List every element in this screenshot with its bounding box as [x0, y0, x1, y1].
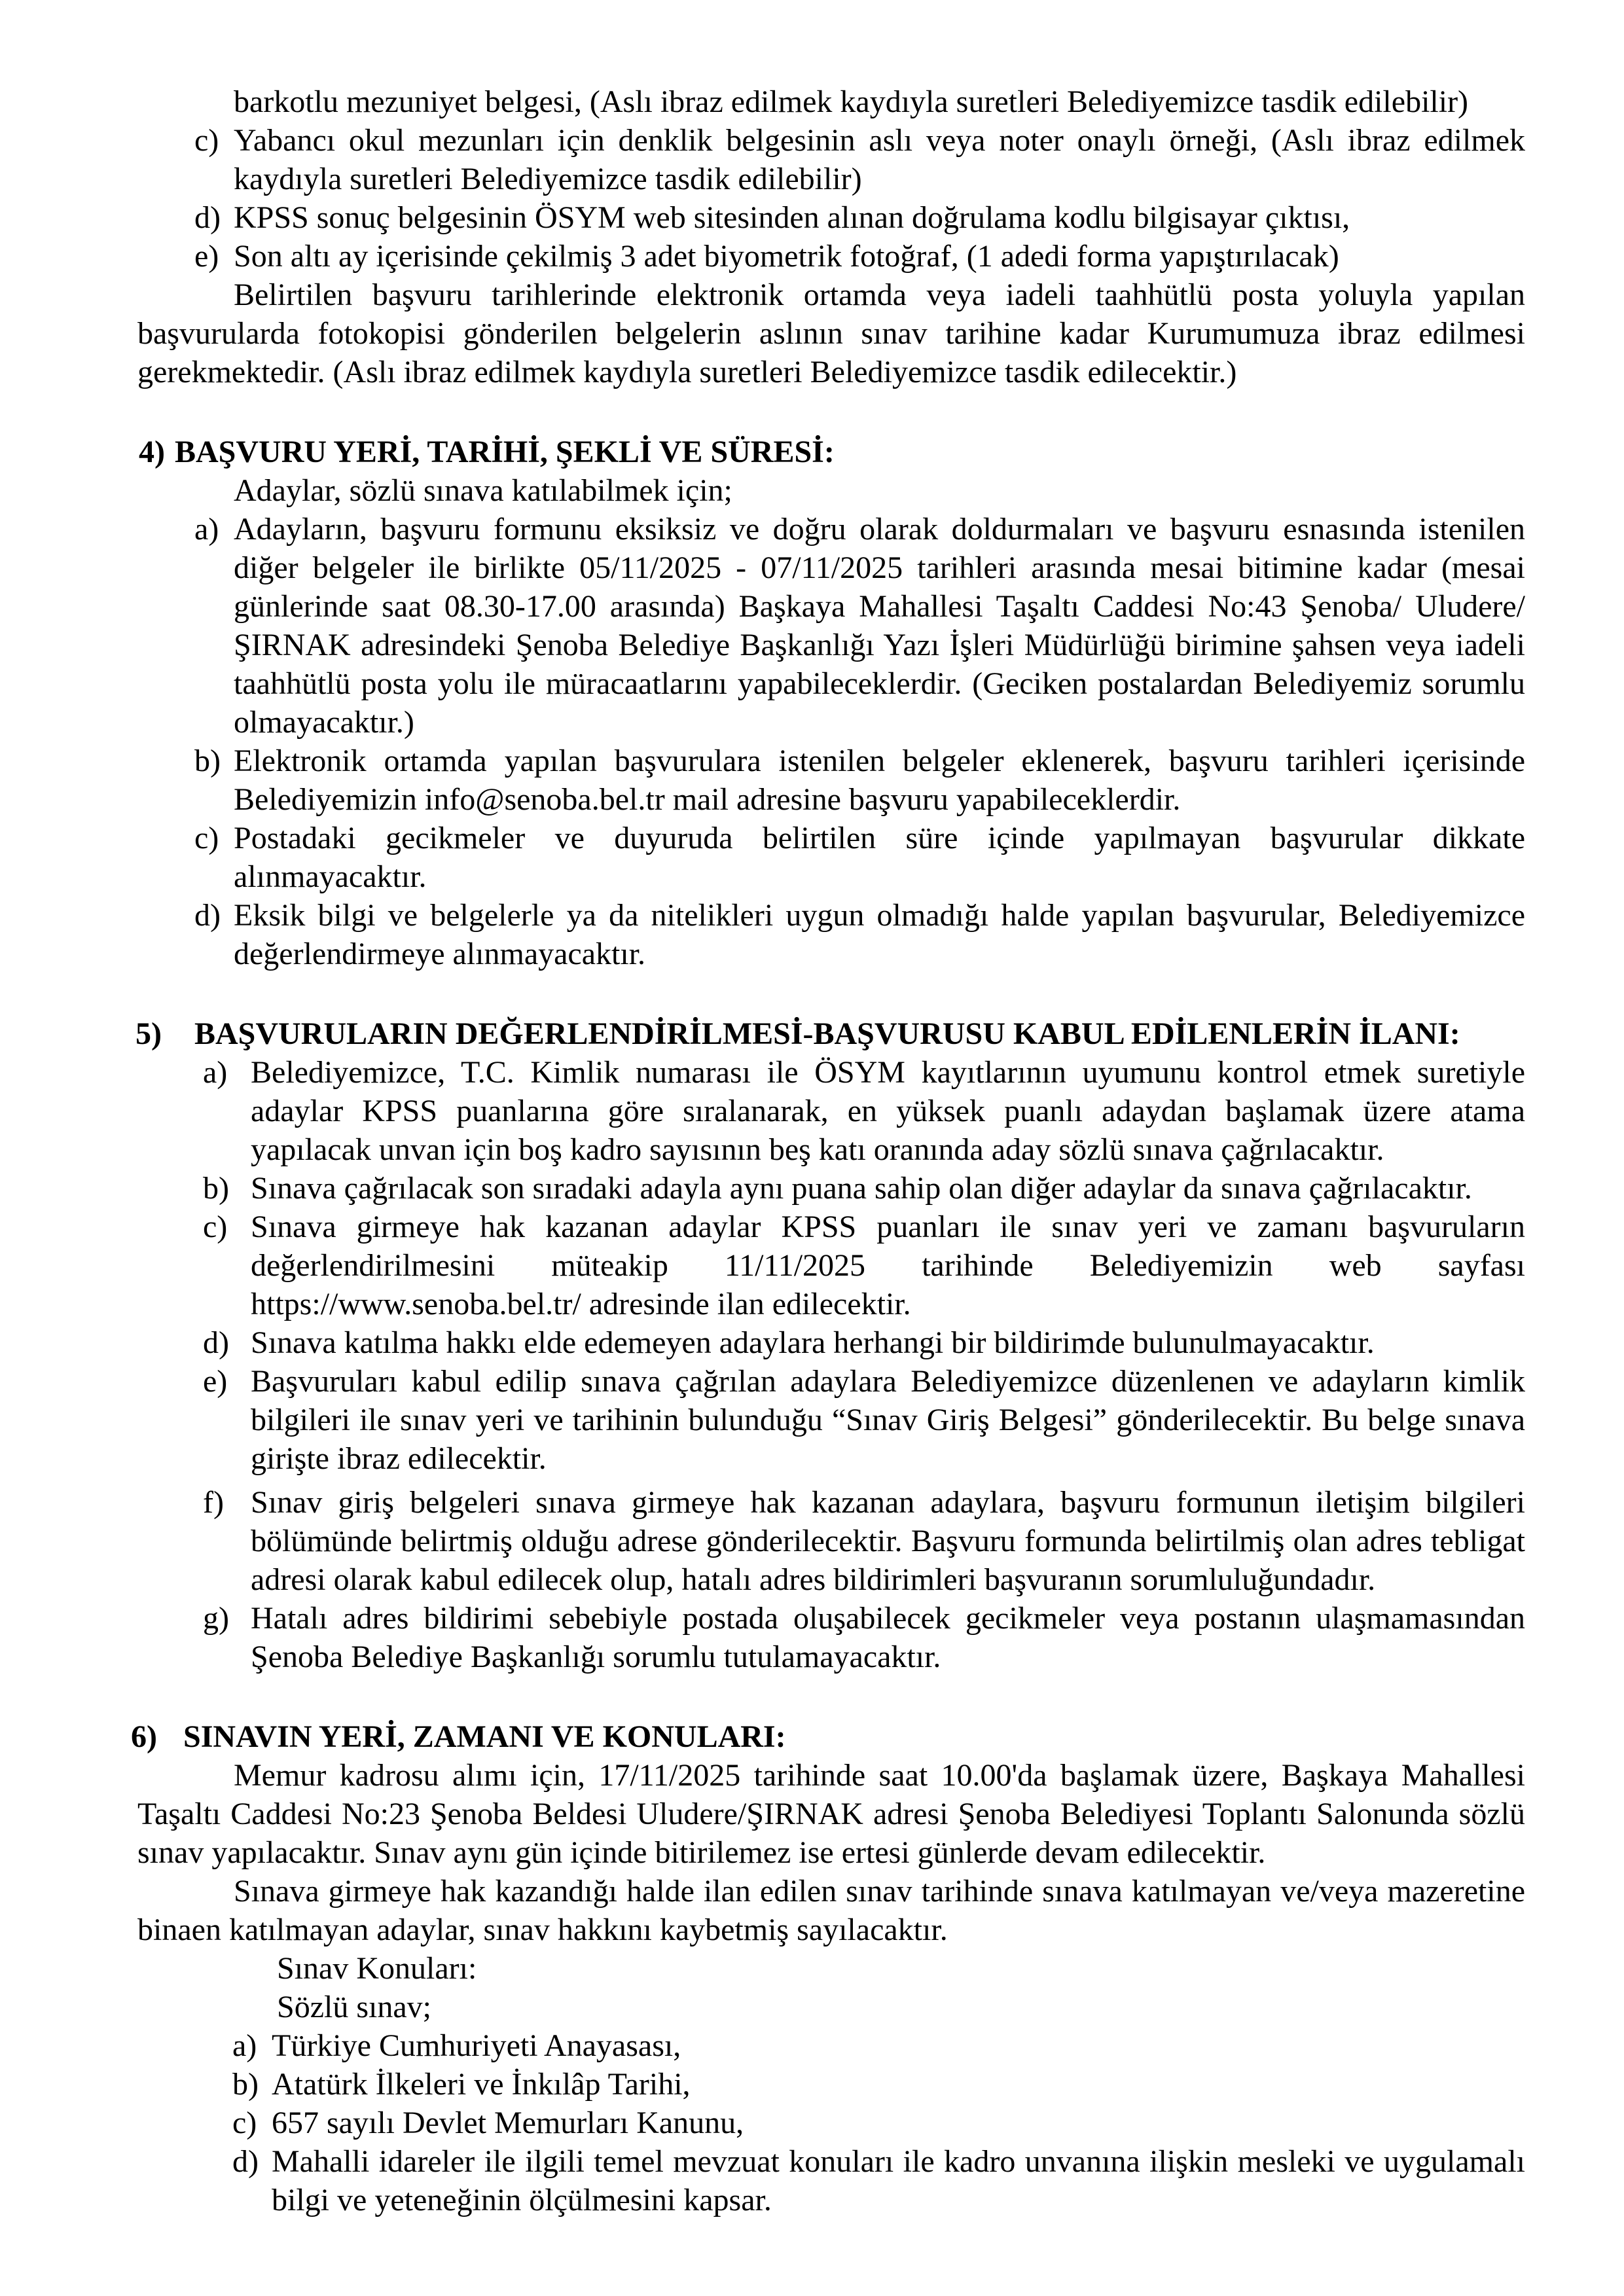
item-text: Sınav giriş belgeleri sınava girmeye hak kazanan adaylara, başvuru formunun iletişim bilgileri bölümünde belirtmiş olduğu adrese gönderilecektir. Başvuru formunda belirtilmiş olan adres tebligat adresi olarak kabul edilecek olup, hatalı adres bildirimleri başvuranın sorumluluğundadır. — [251, 1485, 1525, 1597]
item-label: a) — [194, 512, 219, 547]
section-6-title: SINAVIN YERİ, ZAMANI VE KONULARI: — [183, 1719, 786, 1754]
section-6 — [131, 1717, 1525, 2219]
intro-closing-paragraph: Belirtilen başvuru tarihlerinde elektronik ortamda veya iadeli taahhütlü posta yoluyla yapılan başvurularda fotokopisi gönderilen belgelerin aslının sınav tarihine kadar Kurumumuza ibraz edilmesi gerekmektedir. (Aslı ibraz edilmek kaydıyla suretleri Belediyemizce tasdik edilecektir.) — [137, 278, 1525, 389]
item-label: a) — [232, 2028, 257, 2063]
section-5-item-a — [203, 1053, 1525, 1169]
section-4-lead: Adaylar, sözlü sınava katılabilmek için; — [234, 473, 732, 508]
item-text: Başvuruları kabul edilip sınava çağrılan adaylara Belediyemizce düzenlenen ve adayların kimlik bilgileri ile sınav yeri ve tarihinin bulunduğu “Sınav Giriş Belgesi” gönderilecektir. Bu belge sınava girişte ibraz edilecektir. — [251, 1364, 1525, 1476]
item-label: e) — [203, 1364, 228, 1399]
section-4 — [137, 433, 1525, 973]
section-6-item-d — [232, 2142, 1525, 2219]
list-item-d — [194, 198, 1525, 237]
section-6-number: 6) — [131, 1719, 157, 1754]
item-label: d) — [194, 898, 221, 933]
section-6-item-b — [232, 2065, 1525, 2104]
item-label: g) — [203, 1601, 229, 1636]
list-item-b-continuation — [234, 82, 1525, 121]
section-4-item-c — [194, 819, 1525, 896]
item-text: Postadaki gecikmeler ve duyuruda belirtilen süre içinde yapılmayan başvurular dikkate alınmayacaktır. — [234, 821, 1525, 894]
section-6-item-c — [232, 2104, 1525, 2142]
section-6-item-a — [232, 2026, 1525, 2065]
list-item-label: d) — [194, 200, 221, 235]
item-text: Eksik bilgi ve belgelerle ya da nitelikleri uygun olmadığı halde yapılan başvurular, Belediyemizce değerlendirmeye alınmayacaktır. — [234, 898, 1525, 971]
list-item-label: e) — [194, 239, 219, 274]
item-label: b) — [203, 1171, 229, 1206]
item-label: b) — [232, 2067, 259, 2102]
section-4-number: 4) — [139, 435, 165, 469]
list-item-text: barkotlu mezuniyet belgesi, (Aslı ibraz edilmek kaydıyla suretleri Belediyemizce tasdik edilebilir) — [234, 84, 1469, 119]
section-5-item-g — [203, 1599, 1525, 1676]
item-label: f) — [203, 1485, 224, 1520]
section-5-number: 5) — [135, 1016, 162, 1051]
section-5-heading — [135, 1014, 1525, 1053]
section-5-item-f — [203, 1483, 1525, 1599]
intro-document-list — [137, 82, 1525, 391]
item-text: Belediyemizce, T.C. Kimlik numarası ile ÖSYM kayıtlarının uyumunu kontrol etmek suretiyle adaylar KPSS puanlarına göre sıralanarak, en yüksek puanlı adaydan başlamak üzere atama yapılacak unvan için boş kadro sayısının beş katı oranında aday sözlü sınava çağrılacaktır. — [251, 1055, 1525, 1167]
list-item-text: Yabancı okul mezunları için denklik belgesinin aslı veya noter onaylı örneği, (Aslı ibraz edilmek kaydıyla suretleri Belediyemizce tasdik edilebilir) — [234, 123, 1525, 196]
exam-subjects-subheading: Sınav Konuları: — [277, 1951, 477, 1986]
section-5-item-e — [203, 1362, 1525, 1478]
item-text: Mahalli idareler ile ilgili temel mevzuat konuları ile kadro unvanına ilişkin mesleki ve uygulamalı bilgi ve yeteneğinin ölçülmesini kapsar. — [272, 2144, 1525, 2217]
item-text: Adayların, başvuru formunu eksiksiz ve doğru olarak doldurmaları ve başvuru esnasında istenilen diğer belgeler ile birlikte 05/11/2025 - 07/11/2025 tarihleri arasında mesai bitimine kadar (mesai günlerinde saat 08.30-17.00 arasında) Başkaya Mahallesi Taşaltı Caddesi No:43 Şenoba/ Uludere/ŞIRNAK adresindeki Şenoba Belediye Başkanlığı Yazı İşleri Müdürlüğü birimine şahsen veya iadeli taahhütlü posta yolu ile müracaatlarını yapabileceklerdir. (Geciken postalardan Belediyemiz sorumlu olmayacaktır.) — [234, 512, 1525, 740]
item-label: d) — [232, 2144, 259, 2179]
item-label: b) — [194, 744, 221, 778]
item-text: Sınava katılma hakkı elde edemeyen adaylara herhangi bir bildirimde bulunulmayacaktır. — [251, 1325, 1375, 1360]
section-6-heading — [131, 1717, 1525, 1756]
section-4-title: BAŞVURU YERİ, TARİHİ, ŞEKLİ VE SÜRESİ: — [175, 435, 835, 469]
item-text: Sınava girmeye hak kazanan adaylar KPSS puanları ile sınav yeri ve zamanı başvuruların değerlendirilmesini müteakip 11/11/2025 tarihinde Belediyemizin web sayfası https://www.senoba.bel.tr/ adresinde ilan edilecektir. — [251, 1210, 1525, 1321]
section-5-item-b — [203, 1169, 1525, 1208]
list-item-text: KPSS sonuç belgesinin ÖSYM web sitesinden alınan doğrulama kodlu bilgisayar çıktısı, — [234, 200, 1350, 235]
item-text: Türkiye Cumhuriyeti Anayasası, — [272, 2028, 681, 2063]
item-label: c) — [232, 2106, 257, 2140]
item-label: c) — [203, 1210, 228, 1244]
item-label: a) — [203, 1055, 228, 1090]
item-text: Atatürk İlkeleri ve İnkılâp Tarihi, — [272, 2067, 691, 2102]
section-4-item-a — [194, 510, 1525, 742]
item-label: d) — [203, 1325, 229, 1360]
section-4-item-d — [194, 896, 1525, 973]
section-5-title: BAŞVURULARIN DEĞERLENDİRİLMESİ-BAŞVURUSU KABUL EDİLENLERİN İLANI: — [194, 1016, 1460, 1051]
section-6-paragraph-2: Sınava girmeye hak kazandığı halde ilan edilen sınav tarihinde sınava katılmayan ve/veya mazeretine binaen katılmayan adaylar, sınav hakkını kaybetmiş sayılacaktır. — [137, 1874, 1525, 1947]
section-4-item-b — [194, 742, 1525, 819]
list-item-e — [194, 237, 1525, 276]
section-5 — [137, 1014, 1525, 1676]
section-5-item-d — [203, 1323, 1525, 1362]
item-label: c) — [194, 821, 219, 855]
item-text: Sınava çağrılacak son sıradaki adayla aynı puana sahip olan diğer adaylar da sınava çağrılacaktır. — [251, 1171, 1472, 1206]
list-item-label: c) — [194, 123, 219, 158]
section-4-heading — [139, 433, 1525, 471]
item-text: Hatalı adres bildirimi sebebiyle postada oluşabilecek gecikmeler veya postanın ulaşmamasından Şenoba Belediye Başkanlığı sorumlu tutulamayacaktır. — [251, 1601, 1525, 1674]
list-item-c — [194, 121, 1525, 198]
item-text: Elektronik ortamda yapılan başvurulara istenilen belgeler eklenerek, başvuru tarihleri içerisinde Belediyemizin info@senoba.bel.tr mail adresine başvuru yapabileceklerdir. — [234, 744, 1525, 817]
oral-exam-subheading: Sözlü sınav; — [277, 1990, 431, 2024]
item-text: 657 sayılı Devlet Memurları Kanunu, — [272, 2106, 744, 2140]
list-item-text: Son altı ay içerisinde çekilmiş 3 adet biyometrik fotoğraf, (1 adedi forma yapıştırılacak) — [234, 239, 1339, 274]
section-5-item-c — [203, 1208, 1525, 1323]
section-6-paragraph-1: Memur kadrosu alımı için, 17/11/2025 tarihinde saat 10.00'da başlamak üzere, Başkaya Mahallesi Taşaltı Caddesi No:23 Şenoba Beldesi Uludere/ŞIRNAK adresi Şenoba Belediyesi Toplantı Salonunda sözlü sınav yapılacaktır. Sınav aynı gün içinde bitirilemez ise ertesi günlerde devam edilecektir. — [137, 1758, 1525, 1870]
